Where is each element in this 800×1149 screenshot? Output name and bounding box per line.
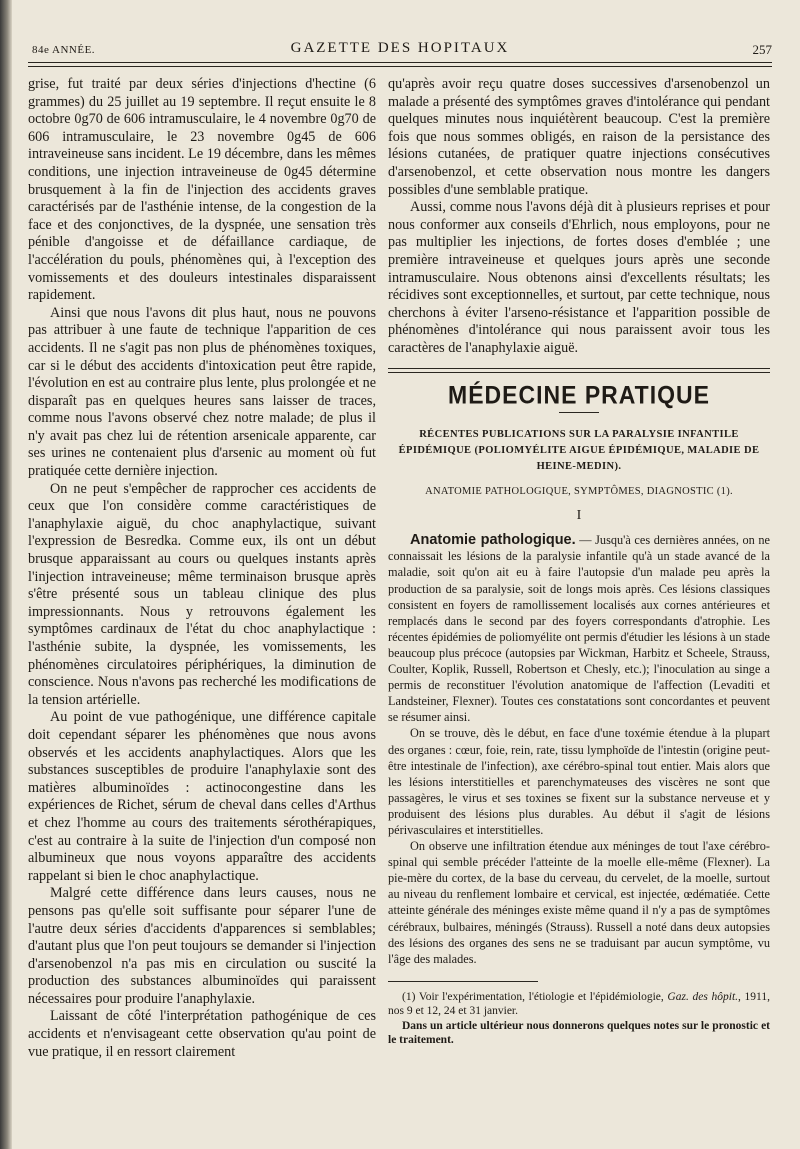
issue-year: 84e ANNÉE.: [32, 44, 96, 56]
left-column: [28, 76, 376, 1061]
footnote-line: [388, 990, 770, 1019]
section-separator: [388, 368, 770, 373]
paragraph: Aussi, comme nous l'avons déjà dit à plusieurs reprises et pour nous conformer aux conseils d'Ehrlich, nous employons, pour ne pas multiplier les injections, de fortes doses d'emblée ; une première intraveineuse et quelques jours après une seconde intramusculaire. Nous obtenons ainsi d'excellents résultats; les récidives sont exceptionnelles, et surtout, par cette technique, nous cherchons à éviter l'arseno-résistance et l'apparition possible de phénomènes d'intolérance qui nous paraissent avoir tous les caractères de l'anaphylaxie aiguë.: [388, 199, 770, 356]
footnote-reference-rest: , 1911, nos 9 et 12, 24 et 31 janvier.: [388, 990, 771, 1018]
article-subtitle: ANATOMIE PATHOLOGIQUE, SYMPTÔMES, DIAGNOSTIC (1).: [425, 486, 733, 498]
article-body: [388, 532, 770, 967]
article-title: RÉCENTES PUBLICATIONS SUR LA PARALYSIE INFANTILE ÉPIDÉMIQUE (POLIOMYÉLITE AIGUE ÉPIDÉMIQUE, MALADIE DE HEINE-MEDIN).: [398, 429, 760, 473]
part-number: I: [576, 507, 582, 523]
footnote: [388, 990, 770, 1048]
page-number: 257: [752, 42, 772, 57]
paragraph: On ne peut s'empêcher de rapprocher ces accidents de ceux que l'on considère comme caractéristiques de l'anaphylaxie aiguë, du choc anaphylactique, suivant l'expression de Besredka. Comme eux, ils ont un début brusque apparaissant au cours ou quelques instants après l'injection intraveineuse; même terminaison brusque après s'être présenté sous un tableau clinique des plus impressionnants. Nous y retrouvons également les symptômes cardinaux de l'état du choc anaphylactique : l'asthénie subite, la dyspnée, les vomissements, les phénomènes circulatoires périphériques, la diminution de conscience. Nous n'avons pas recherché les modifications de la tension artérielle.: [28, 480, 376, 708]
run-in-heading: Anatomie pathologique.: [410, 532, 576, 549]
paragraph: On observe une infiltration étendue aux méninges de tout l'axe cérébro-spinal qui semble précéder l'atteinte de la moelle elle-même (Flexner). La pie-mère du cortex, de la base du cerveau, du cervelet, de la moelle, surtout au niveau du renflement lombaire et cervical, est injectée, œdématiée. Cette atteinte générale des méninges existe même quand il n'y a pas de symptômes cérébraux, bulbaires, méningés (Strauss). Russell a noté dans deux autopsies des lésions des organes des sens ne se traduisant par aucun symptôme, vu l'âge des malades.: [388, 839, 770, 966]
running-head: [28, 40, 772, 60]
page-binding-shadow: [0, 0, 12, 1149]
footnote-rule: [388, 981, 538, 982]
paragraph: [388, 532, 770, 725]
paragraph: Au point de vue pathogénique, une différence capitale doit cependant séparer les phénomènes que nous avons observés et les accidents anaphylactiques. Alors que les substances susceptibles de produire l'anaphylaxie sont des matières albuminoïdes : actinocongestine dans les expériences de Richet, sérum de cheval dans celles d'Arthus et chez l'homme au cours des traitements sérothérapiques, c'est au contraire à la suite de l'injection d'un composé non albumineux que nous voyons apparaître des accidents rappelant si bien le choc anaphylactique.: [28, 709, 376, 884]
paragraph: Malgré cette différence dans leurs causes, nous ne pensons pas qu'elle soit suffisante pour séparer l'une de l'autre deux séries d'accidents d'apparences si semblables; d'autant plus que l'on peut toujours se demander si l'injection d'arsenobenzol n'a pas mis en circulation ou suscité la production des substances albuminoïdes qui paraissent nécessaires pour produire l'anaphylaxie.: [28, 885, 376, 1007]
section-title: MÉDECINE PRATIQUE: [448, 380, 710, 409]
footnote-reference: Gaz. des hôpit.: [667, 990, 739, 1003]
paragraph: grise, fut traité par deux séries d'injections d'hectine (6 grammes) du 25 juillet au 19 septembre. Il reçut ensuite le 8 octobre 0g70 de 606 intramusculaire, le 4 novembre 0g70 de 606 intramusculaire, le 23 novembre 0g45 de 606 intraveineuse sans incident. Le 19 décembre, dans les mêmes conditions, une injection intraveineuse de 0g45 détermine brusquement à la fin de l'injection des accidents graves caractérisés par de l'asthénie intense, de la congestion de la face et des conjonctives, de la dyspnée, une sensation très pénible d'angoisse et de défaillance cardiaque, de l'accélération du pouls, phénomènes qui, à l'exception des vomissements et des douleurs intestinales disparaissent rapidement.: [28, 76, 376, 304]
paragraph-text: — Jusqu'à ces dernières années, on ne connaissait les lésions de la paralysie infantile qu'à un stade avancé de la maladie, soit qu'on ait eu à faire l'autopsie d'un malade peu après la production de sa paralysie, soit de longs mois après. Ces lésions classiques consistent en foyers de ramollissement localisés aux cornes antérieures et remplacés dans le second par des foyers correspondants d'atrophie. Les récentes épidémies de poliomyélite ont permis d'étudier les lésions à un stade beaucoup plus précoce (autopsies par Wickman, Harbitz et Scheele, Strauss, Coulter, Koplik, Russell, Robertson et Chesly, etc.); l'inoculation au singe a permis de reconstituer l'évolution anatomique de l'affection (Levaditi et Landsteiner, Flexner). Toutes ces constatations sont concordantes et peuvent se résumer ainsi.: [388, 533, 770, 725]
footnote-text: (1) Voir l'expérimentation, l'étiologie et l'épidémiologie,: [402, 990, 664, 1003]
paragraph: qu'après avoir reçu quatre doses successives d'arsenobenzol un malade a présenté des symptômes graves d'intolérance qui pendant quelques minutes nous inquiétèrent beaucoup. C'est la première fois que nous sommes obligés, en raison de la persistance des lésions cutanées, de pratiquer quatre injections consécutives d'arsenobenzol, et cette observation nous montre les dangers possibles d'une semblable pratique.: [388, 76, 770, 198]
paragraph: Laissant de côté l'interprétation pathogénique de ces accidents et n'envisageant cette observation qu'au point de vue pratique, il en ressort clairement: [28, 1008, 376, 1060]
title-rule: [559, 412, 599, 413]
journal-title: GAZETTE DES HOPITAUX: [290, 40, 510, 56]
paragraph: Ainsi que nous l'avons dit plus haut, nous ne pouvons pas attribuer à une faute de technique l'apparition de ces accidents. Il ne s'agit pas non plus de phénomènes toxiques, car si le début des accidents d'intoxication peut être rapide, l'évolution en est au contraire plus lente, plus prolongée et ne disparaît pas en quelques heures sans laisser de traces, comme nous l'avons observé chez notre malade; de plus il n'y avait pas chez lui de rétention arsenicale apparente, car ses urines ne contenaient plus d'arsenic au moment où fut pratiquée cette dernière injection.: [28, 304, 376, 480]
newspaper-page: [28, 40, 772, 1140]
right-column: [388, 76, 770, 1048]
footnote-note: Dans un article ultérieur nous donnerons quelques notes sur le pronostic et le traitement.: [388, 1019, 770, 1047]
paragraph: On se trouve, dès le début, en face d'une toxémie étendue à la plupart des organes : cœur, foie, rein, rate, tissu lymphoïde de l'intestin (origine peut-être intestinale de l'infection), axe cérébro-spinal tout entier. Mais alors que les lésions interstitielles et parenchymateuses des viscères ne sont que passagères, le virus et ses toxines se fixent sur la substance nerveuse et y produisent des lésions plus durables. Au début il s'agit de lésions périvasculaires et interstitielles.: [388, 726, 770, 837]
header-rule: [28, 62, 772, 67]
